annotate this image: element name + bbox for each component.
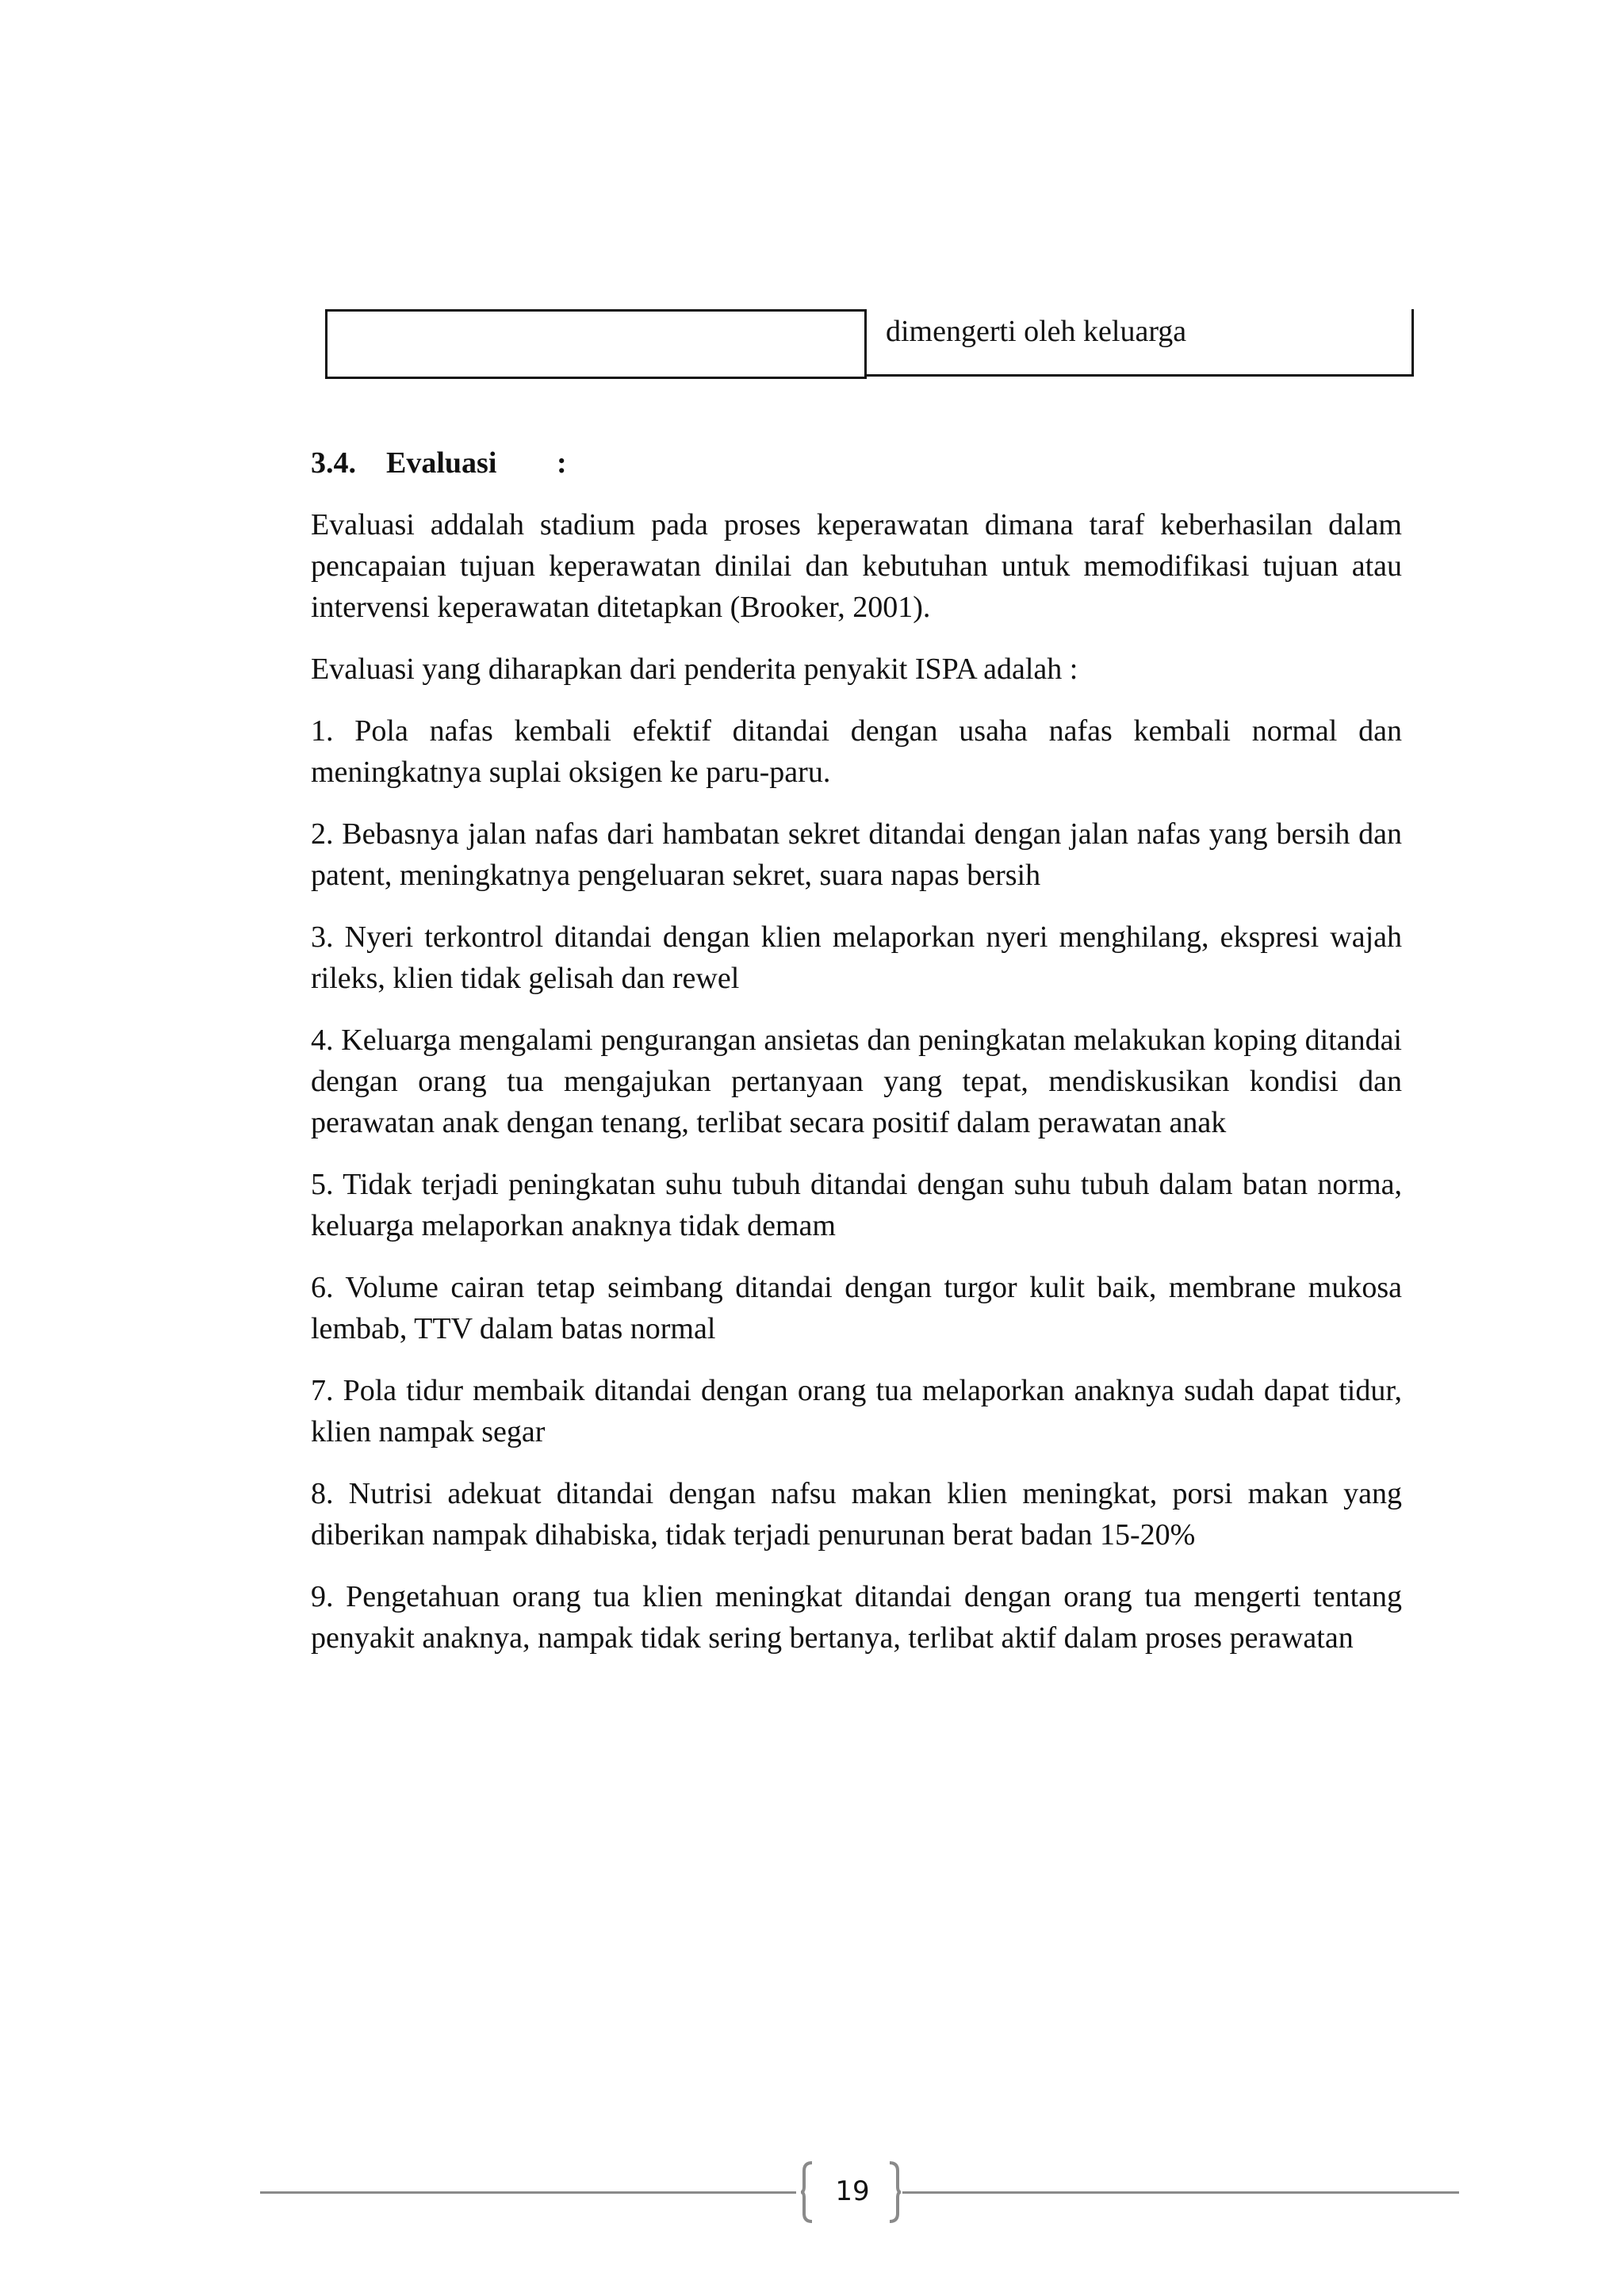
intro-paragraph: Evaluasi addalah stadium pada proses keperawatan dimana taraf keberhasilan dalam pencapaian tujuan keperawatan dinilai dan kebutuhan untuk memodifikasi tujuan atau intervensi keperawatan ditetapkan (Brooker, 2001). (311, 508, 1402, 624)
section-heading (311, 442, 1402, 484)
section-number: 3.4. (311, 446, 356, 480)
list-item: 4. Keluarga mengalami pengurangan ansietas dan peningkatan melakukan koping ditandai dengan orang tua mengajukan pertanyaan yang tepat, mendiskusikan kondisi dan perawatan anak dengan tenang, terlibat secara positif dalam perawatan anak (311, 1024, 1402, 1139)
table-cell-empty (325, 309, 867, 379)
right-brace-icon (888, 2161, 901, 2223)
list-item: 2. Bebasnya jalan nafas dari hambatan sekret ditandai dengan jalan nafas yang bersih dan patent, meningkatnya pengeluaran sekret, suara napas bersih (311, 817, 1402, 892)
list-item: 8. Nutrisi adekuat ditandai dengan nafsu makan klien meningkat, porsi makan yang diberikan nampak dihabiska, tidak terjadi penurunan berat badan 15-20% (311, 1477, 1402, 1552)
table-cell-text-content: dimengerti oleh keluarga (886, 315, 1187, 348)
left-brace-icon (801, 2161, 814, 2223)
list-item: 7. Pola tidur membaik ditandai dengan orang tua melaporkan anaknya sudah dapat tidur, klien nampak segar (311, 1374, 1402, 1448)
list-item: 9. Pengetahuan orang tua klien meningkat ditandai dengan orang tua mengerti tentang penyakit anaknya, nampak tidak sering bertanya, terlibat aktif dalam proses perawatan (311, 1580, 1402, 1655)
table-cell-text (864, 309, 1414, 377)
main-content (311, 442, 1402, 1679)
list-item: 1. Pola nafas kembali efektif ditandai dengan usaha nafas kembali normal dan meningkatnya suplai oksigen ke paru-paru. (311, 714, 1402, 789)
page-number: 19 (835, 2175, 870, 2207)
footer-rule-right (902, 2191, 1459, 2194)
list-item: 6. Volume cairan tetap seimbang ditandai dengan turgor kulit baik, membrane mukosa lembab, TTV dalam batas normal (311, 1271, 1402, 1345)
footer-rule-left (260, 2191, 796, 2194)
list-item: 5. Tidak terjadi peningkatan suhu tubuh ditandai dengan suhu tubuh dalam batan norma, keluarga melaporkan anaknya tidak demam (311, 1168, 1402, 1242)
table-continuation-row (325, 309, 1411, 377)
section-title: Evaluasi (386, 446, 497, 480)
list-item: 3. Nyeri terkontrol ditandai dengan klien melaporkan nyeri menghilang, ekspresi wajah rileks, klien tidak gelisah dan rewel (311, 920, 1402, 995)
section-colon: : (557, 446, 567, 480)
lead-paragraph: Evaluasi yang diharapkan dari penderita penyakit ISPA adalah : (311, 652, 1078, 686)
